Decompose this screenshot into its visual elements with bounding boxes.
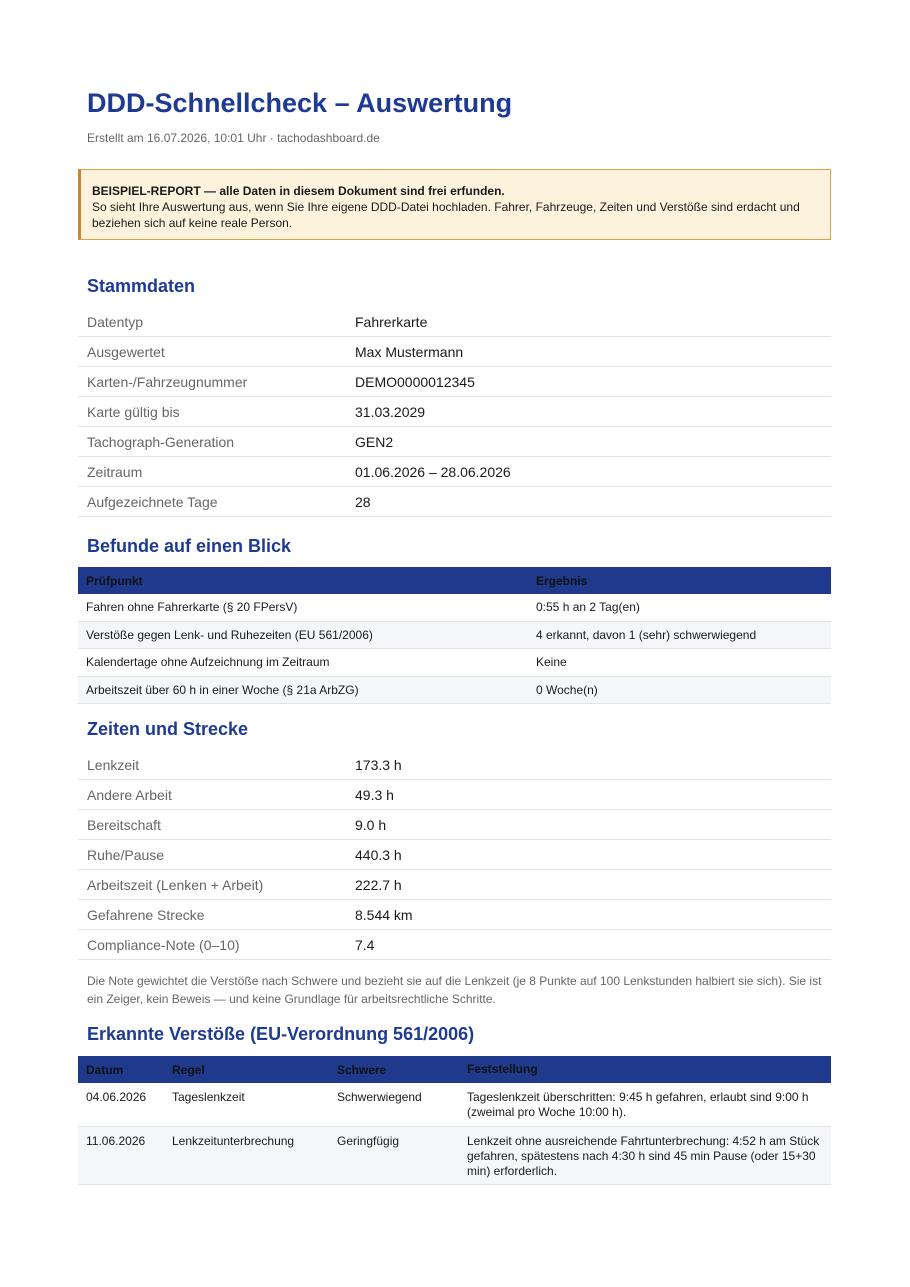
zeiten-table xyxy=(78,750,831,960)
kv-value: 49.3 h xyxy=(355,786,394,803)
cell-finding: Tageslenkzeit überschritten: 9:45 h gefahren, erlaubt sind 9:00 h (zweimal pro Woche 10:00 h). xyxy=(467,1090,809,1119)
kv-label: Karte gültig bis xyxy=(87,403,180,420)
page-title: DDD-Schnellcheck – Auswertung xyxy=(87,88,513,118)
cell-check: Verstöße gegen Lenk- und Ruhezeiten (EU 561/2006) xyxy=(86,627,373,642)
kv-row xyxy=(78,900,831,930)
cell-result: 4 erkannt, davon 1 (sehr) schwerwiegend xyxy=(536,627,757,642)
table-header xyxy=(78,567,831,594)
cell-finding: Lenkzeit ohne ausreichende Fahrtunterbrechung: 4:52 h am Stück gefahren, spätestens nach 4:30 h sind 45 min Pause (oder 15+30 min) erforderlich. xyxy=(467,1134,820,1178)
cell-check: Arbeitszeit über 60 h in einer Woche (§ 21a ArbZG) xyxy=(86,682,359,697)
cell-check: Kalendertage ohne Aufzeichnung im Zeitraum xyxy=(86,655,330,670)
section-heading-zeiten: Zeiten und Strecke xyxy=(87,719,249,739)
section-heading-verstoesse: Erkannte Verstöße (EU-Verordnung 561/2006) xyxy=(87,1024,475,1044)
section-heading-befunde: Befunde auf einen Blick xyxy=(87,536,292,556)
kv-row xyxy=(78,337,831,367)
kv-value: DEMO0000012345 xyxy=(355,373,475,390)
kv-row xyxy=(78,367,831,397)
kv-value: 31.03.2029 xyxy=(355,403,426,420)
created-info: Erstellt am 16.07.2026, 10:01 Uhr · tachodashboard.de xyxy=(87,131,380,145)
kv-label: Karten-/Fahrzeugnummer xyxy=(87,373,248,390)
cell-date: 11.06.2026 xyxy=(86,1134,146,1148)
kv-row xyxy=(78,930,831,960)
kv-value: 173.3 h xyxy=(355,756,402,773)
column-header-date: Datum xyxy=(86,1062,124,1077)
table-row xyxy=(78,677,831,705)
table-row xyxy=(78,594,831,622)
cell-date: 04.06.2026 xyxy=(86,1090,147,1104)
column-header-severity: Schwere xyxy=(337,1062,387,1077)
kv-row xyxy=(78,870,831,900)
table-row xyxy=(78,622,831,650)
kv-row xyxy=(78,780,831,810)
violations-table xyxy=(78,1056,831,1185)
kv-label: Lenkzeit xyxy=(87,756,140,773)
column-header-check: Prüfpunkt xyxy=(86,573,143,588)
kv-row xyxy=(78,487,831,517)
kv-value: 01.06.2026 – 28.06.2026 xyxy=(355,463,511,480)
kv-row xyxy=(78,307,831,337)
column-header-result: Ergebnis xyxy=(536,573,588,588)
kv-value: 9.0 h xyxy=(355,816,387,833)
column-header-finding: Feststellung xyxy=(467,1062,538,1076)
table-header xyxy=(78,1056,831,1083)
kv-label: Compliance-Note (0–10) xyxy=(87,936,240,953)
kv-value: Max Mustermann xyxy=(355,343,464,360)
column-header-rule: Regel xyxy=(172,1062,205,1077)
cell-rule: Tageslenkzeit xyxy=(172,1090,245,1104)
kv-label: Ausgewertet xyxy=(87,343,165,360)
kv-value: 222.7 h xyxy=(355,876,402,893)
cell-severity: Geringfügig xyxy=(337,1134,400,1148)
kv-label: Andere Arbeit xyxy=(87,786,172,803)
kv-value: GEN2 xyxy=(355,433,394,450)
notice-text: So sieht Ihre Auswertung aus, wenn Sie Ihre eigene DDD-Datei hochladen. Fahrer, Fahrzeuge, Zeiten und Verstöße sind erdacht und beziehen sich auf keine reale Person. xyxy=(92,200,800,230)
cell-result: Keine xyxy=(536,655,567,670)
kv-value: Fahrerkarte xyxy=(355,313,428,330)
kv-value: 28 xyxy=(355,493,371,510)
kv-row xyxy=(78,840,831,870)
kv-row xyxy=(78,397,831,427)
cell-check: Fahren ohne Fahrerkarte (§ 20 FPersV) xyxy=(86,600,298,615)
cell-rule: Lenkzeitunterbrechung xyxy=(172,1134,295,1148)
kv-row xyxy=(78,427,831,457)
kv-row xyxy=(78,810,831,840)
kv-label: Arbeitszeit (Lenken + Arbeit) xyxy=(87,876,264,893)
table-row xyxy=(78,1083,831,1127)
table-row xyxy=(78,649,831,677)
cell-result: 0 Woche(n) xyxy=(536,682,598,697)
kv-value: 440.3 h xyxy=(355,846,402,863)
kv-label: Datentyp xyxy=(87,313,144,330)
section-heading-stammdaten: Stammdaten xyxy=(87,276,196,296)
kv-label: Gefahrene Strecke xyxy=(87,906,205,923)
kv-label: Ruhe/Pause xyxy=(87,846,165,863)
kv-value: 7.4 xyxy=(355,936,375,953)
table-row xyxy=(78,1127,831,1185)
cell-severity: Schwerwiegend xyxy=(337,1090,422,1104)
notice-title: BEISPIEL-REPORT — alle Daten in diesem Dokument sind frei erfunden. xyxy=(92,184,505,198)
kv-row xyxy=(78,750,831,780)
cell-result: 0:55 h an 2 Tag(en) xyxy=(536,600,640,615)
kv-label: Aufgezeichnete Tage xyxy=(87,493,218,510)
kv-row xyxy=(78,457,831,487)
kv-label: Zeitraum xyxy=(87,463,143,480)
sample-notice xyxy=(78,169,831,240)
kv-label: Bereitschaft xyxy=(87,816,161,833)
grade-note: Die Note gewichtet die Verstöße nach Schwere und bezieht sie auf die Lenkzeit (je 8 Punkte auf 100 Lenkstunden halbiert sie sich). Sie ist ein Zeiger, kein Beweis — und keine Grundlage für arbeitsrechtliche Schritte. xyxy=(87,974,822,1006)
findings-table xyxy=(78,567,831,704)
stammdaten-table xyxy=(78,307,831,517)
kv-label: Tachograph-Generation xyxy=(87,433,235,450)
kv-value: 8.544 km xyxy=(355,906,413,923)
